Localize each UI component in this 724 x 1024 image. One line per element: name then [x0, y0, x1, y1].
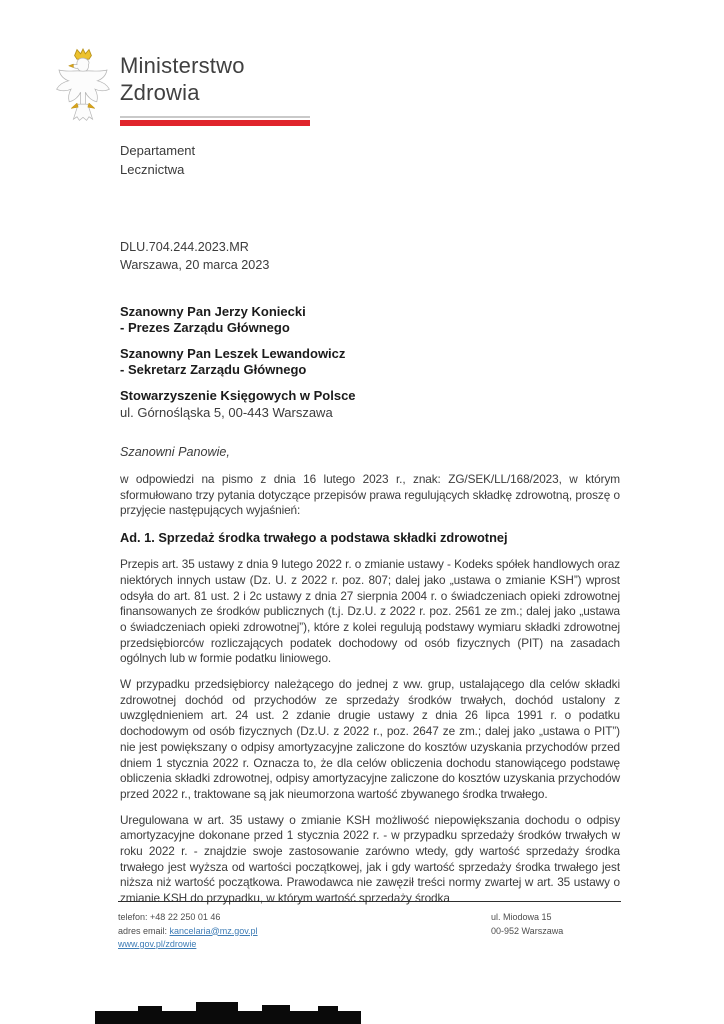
phone-label: telefon:: [118, 912, 148, 922]
department-line2: Lecznictwa: [120, 161, 185, 177]
footer-contact: [118, 911, 483, 952]
intro-paragraph: w odpowiedzi na pismo z dnia 16 lutego 2023 r., znak: ZG/SEK/LL/168/2023, w którym sformułowano trzy pytania dotyczące przepisów prawa regulujących składkę zdrowotną, proszę o przyjęcie następujących wyjaśnień:: [120, 472, 620, 518]
scan-artifact-fragment: [196, 1002, 238, 1011]
scan-artifact-fragment: [318, 1006, 338, 1011]
reference-block: [120, 239, 620, 274]
salutation: Szanowni Panowie,: [120, 445, 230, 459]
scan-artifact-bar: [95, 1011, 361, 1024]
letter-footer: [118, 901, 621, 952]
scan-artifact-fragment: [262, 1005, 290, 1011]
body-paragraph-3: Uregulowana w art. 35 ustawy o zmianie KSH możliwość niepowiększania dochodu o odpisy amortyzacyjne dokonane przed 1 stycznia 2022 r. - w przypadku sprzedaży środków trwałych w roku 2022 r. - znajdzie swoje zastosowanie zarówno wtedy, gdy wartość sprzedaży środka trwałego jest wyższa od wartości początkowej, jak i gdy wartość sprzedaży środka trwałego jest niższa niż wartość początkowa. Prawodawca nie zawęził treści normy zwartej w art. 35 ustawy o zmianie KSH do przypadku, w którym wartość sprzedaży środka: [120, 812, 620, 906]
ministry-name-line1: Ministerstwo: [120, 53, 245, 78]
coat-of-arms-icon: [53, 44, 113, 138]
flag-red-stripe: [120, 120, 310, 126]
organization-name: Stowarzyszenie Księgowych w Polsce: [120, 388, 356, 403]
ministry-name: [120, 0, 620, 106]
case-number: DLU.704.244.2023.MR: [120, 240, 249, 254]
place-and-date: Warszawa, 20 marca 2023: [120, 257, 270, 272]
section-1-heading: Ad. 1. Sprzedaż środka trwałego a podstawa składki zdrowotnej: [120, 530, 508, 546]
footer-email-line: [118, 925, 483, 939]
body-paragraph-1: Przepis art. 35 ustawy z dnia 9 lutego 2022 r. o zmianie ustawy - Kodeks spółek handlowych oraz niektórych innych ustaw (Dz. U. z 2022 r. poz. 807; dalej jako „ustawa o zmianie KSH”) wprost odsyła do art. 81 ust. 2 i 2c ustawy z dnia 27 sierpnia 2004 r. o świadczeniach opieki zdrowotnej finansowanych ze środków publicznych (t.j. Dz.U. z 2022 r. poz. 2561 ze zm.; dalej jako „ustawa o świadczeniach opieki zdrowotnej”), które z kolei regulują podstawy wymiaru składki zdrowotnej przedsiębiorców rozliczających podatek dochodowy od osób fizycznych (PIT) na zasadach ogólnych lub w formie podatku liniowego.: [120, 557, 620, 666]
recipient-1-name: Szanowny Pan Jerzy Koniecki: [120, 304, 306, 319]
recipient-1-title: - Prezes Zarządu Głównego: [120, 320, 290, 335]
footer-address: [491, 911, 621, 952]
phone-value: +48 22 250 01 46: [150, 912, 221, 922]
body-paragraph-2: W przypadku przedsiębiorcy należącego do jednej z ww. grup, ustalającego dla celów składki zdrowotnej dochód od przychodów ze sprzedaży środków trwałych, dochód ustalony z uwzględnieniem art. 24 ust. 2 zdanie drugie ustawy z dnia 26 lipca 1991 r. o podatku dochodowym od osób fizycznych (Dz.U. z 2022 r., poz. 2647 ze zm.; dalej jako „ustawa o PIT”) nie jest powiększany o odpisy amortyzacyjne zaliczone do kosztów uzyskania przychodów przed dniem 1 stycznia 2022 r. Oznacza to, że dla celów obliczenia dochodu stanowiącego podstawę obliczenia składki zdrowotnej, odpisy amortyzacyjne zaliczone do kosztów uzyskania przychodów przed 2022 r., traktowane są jak nieumorzona wartość zbywanego środka trwałego.: [120, 677, 620, 801]
website-link[interactable]: www.gov.pl/zdrowie: [118, 939, 197, 949]
organization-address: ul. Górnośląska 5, 00-443 Warszawa: [120, 404, 333, 420]
address-line-2: 00-952 Warszawa: [491, 925, 564, 936]
footer-website-line: [118, 938, 483, 952]
ministry-name-line2: Zdrowia: [120, 80, 200, 105]
department-line1: Departament: [120, 143, 196, 158]
email-link[interactable]: kancelaria@mz.gov.pl: [169, 925, 258, 936]
address-line-1: ul. Miodowa 15: [491, 912, 552, 922]
flag-divider: [120, 116, 310, 126]
recipient-1: [120, 304, 620, 336]
department-name: [120, 142, 620, 179]
recipient-2-name: Szanowny Pan Leszek Lewandowicz: [120, 346, 346, 361]
recipient-2-title: - Sekretarz Zarządu Głównego: [120, 362, 307, 377]
recipient-organization: [120, 388, 620, 421]
footer-phone-line: [118, 911, 483, 925]
recipient-2: [120, 346, 620, 378]
scan-artifact-fragment: [138, 1006, 162, 1011]
flag-white-stripe: [120, 116, 310, 118]
email-label: adres email:: [118, 925, 168, 936]
